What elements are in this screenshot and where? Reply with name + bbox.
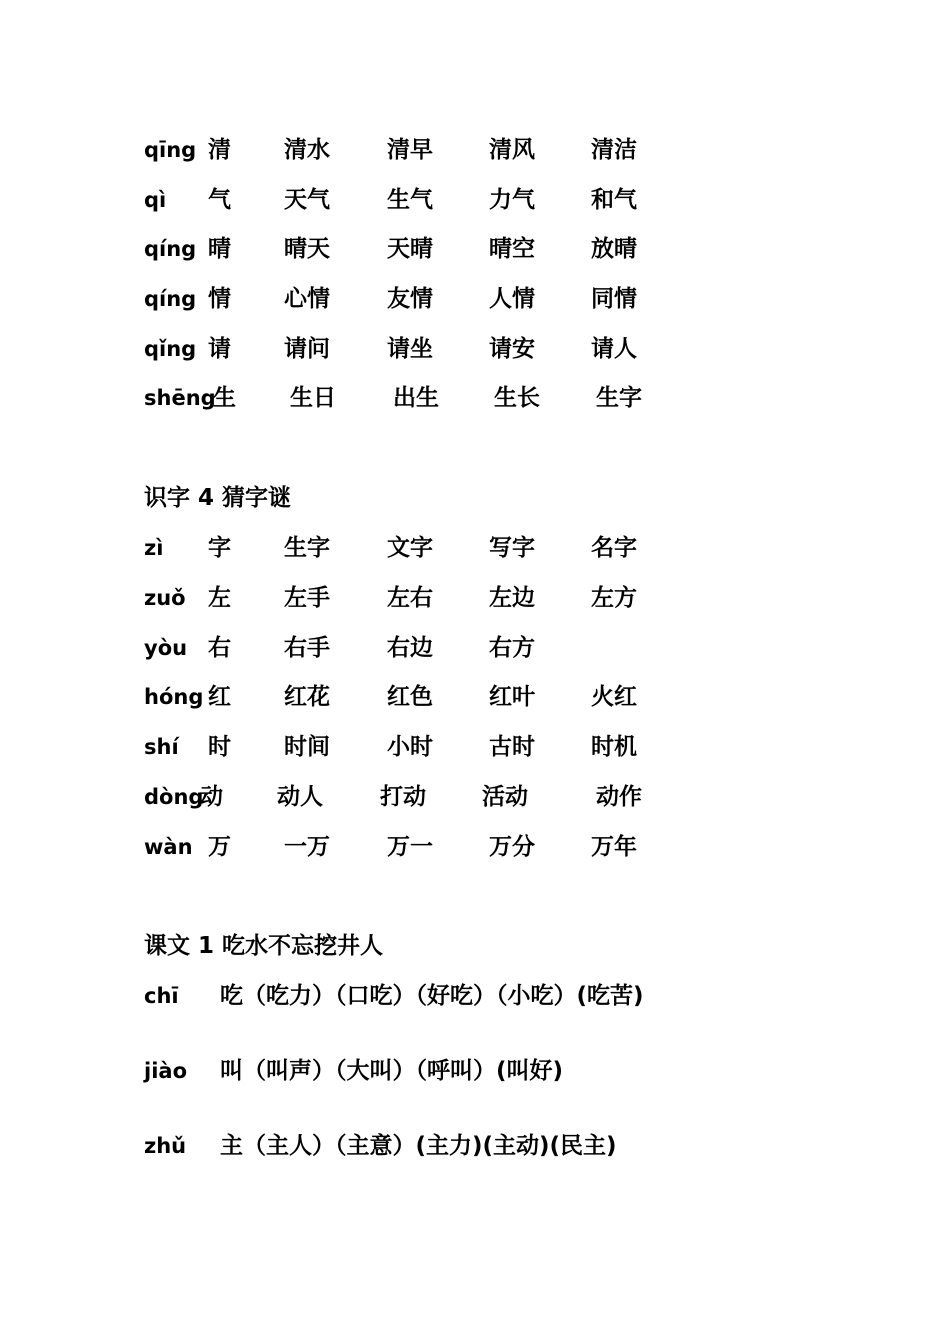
word: 放晴 xyxy=(591,236,637,262)
word: 请坐 xyxy=(387,336,433,362)
word: 红叶 xyxy=(489,684,535,710)
word: 右手 xyxy=(284,635,330,661)
word: 天晴 xyxy=(387,236,433,262)
pinyin: yòu xyxy=(144,636,188,660)
pinyin: qǐng xyxy=(144,337,197,361)
word: 生字 xyxy=(596,385,642,411)
word: 请人 xyxy=(591,336,637,362)
character: 气 xyxy=(208,187,231,213)
pinyin: shí xyxy=(144,735,179,759)
word: 和气 xyxy=(591,187,637,213)
character: 字 xyxy=(208,535,231,561)
word: 左手 xyxy=(284,585,330,611)
word: 小时 xyxy=(387,734,433,760)
character-words: 叫（叫声）（大叫）（呼叫）(叫好) xyxy=(220,1058,564,1084)
word: 友情 xyxy=(387,286,433,312)
word: 请安 xyxy=(489,336,535,362)
word: 请问 xyxy=(284,336,330,362)
word: 古时 xyxy=(489,734,535,760)
character: 左 xyxy=(208,585,231,611)
word: 活动 xyxy=(482,784,528,810)
word: 打动 xyxy=(380,784,426,810)
word: 万年 xyxy=(591,834,637,860)
character-words: 吃（吃力）（口吃）（好吃）（小吃）(吃苦) xyxy=(220,983,644,1009)
word: 火红 xyxy=(591,684,637,710)
word: 文字 xyxy=(387,535,433,561)
word: 清水 xyxy=(284,137,330,163)
character: 万 xyxy=(208,834,231,860)
character: 请 xyxy=(208,336,231,362)
word: 动作 xyxy=(596,784,642,810)
word: 生气 xyxy=(387,187,433,213)
character: 清 xyxy=(208,137,231,163)
word: 人情 xyxy=(489,286,535,312)
word: 天气 xyxy=(284,187,330,213)
word: 红色 xyxy=(387,684,433,710)
word: 心情 xyxy=(284,286,330,312)
word: 左边 xyxy=(489,585,535,611)
pinyin: qíng xyxy=(144,237,197,261)
word: 动人 xyxy=(277,784,323,810)
word: 时间 xyxy=(284,734,330,760)
word: 万分 xyxy=(489,834,535,860)
word: 左右 xyxy=(387,585,433,611)
word: 出生 xyxy=(393,385,439,411)
pinyin: chī xyxy=(144,984,179,1008)
word: 力气 xyxy=(489,187,535,213)
pinyin: qíng xyxy=(144,287,197,311)
section-title: 课文 1 吃水不忘挖井人 xyxy=(144,933,384,959)
pinyin: qì xyxy=(144,188,167,212)
word: 晴空 xyxy=(489,236,535,262)
word: 写字 xyxy=(489,535,535,561)
character: 晴 xyxy=(208,236,231,262)
pinyin: wàn xyxy=(144,835,193,859)
word: 时机 xyxy=(591,734,637,760)
word: 生字 xyxy=(284,535,330,561)
word: 同情 xyxy=(591,286,637,312)
word: 生长 xyxy=(494,385,540,411)
character-words: 主（主人）（主意）(主力)(主动)(民主) xyxy=(220,1133,617,1159)
pinyin: dòng xyxy=(144,785,204,809)
word: 名字 xyxy=(591,535,637,561)
section-title: 识字 4 猜字谜 xyxy=(144,485,292,511)
character: 右 xyxy=(208,635,231,661)
character: 时 xyxy=(208,734,231,760)
word: 左方 xyxy=(591,585,637,611)
word: 红花 xyxy=(284,684,330,710)
pinyin: zhǔ xyxy=(144,1134,187,1158)
pinyin: zuǒ xyxy=(144,586,186,610)
pinyin: shēng xyxy=(144,386,216,410)
pinyin: jiào xyxy=(144,1059,187,1083)
word: 清风 xyxy=(489,137,535,163)
pinyin: hóng xyxy=(144,685,204,709)
character: 情 xyxy=(208,286,231,312)
word: 万一 xyxy=(387,834,433,860)
character: 生 xyxy=(213,385,236,411)
word: 晴天 xyxy=(284,236,330,262)
word: 右边 xyxy=(387,635,433,661)
pinyin: qīng xyxy=(144,138,197,162)
character: 红 xyxy=(208,684,231,710)
word: 清早 xyxy=(387,137,433,163)
word: 一万 xyxy=(284,834,330,860)
word: 清洁 xyxy=(591,137,637,163)
character: 动 xyxy=(200,784,223,810)
pinyin: zì xyxy=(144,536,164,560)
word: 生日 xyxy=(290,385,336,411)
word: 右方 xyxy=(489,635,535,661)
